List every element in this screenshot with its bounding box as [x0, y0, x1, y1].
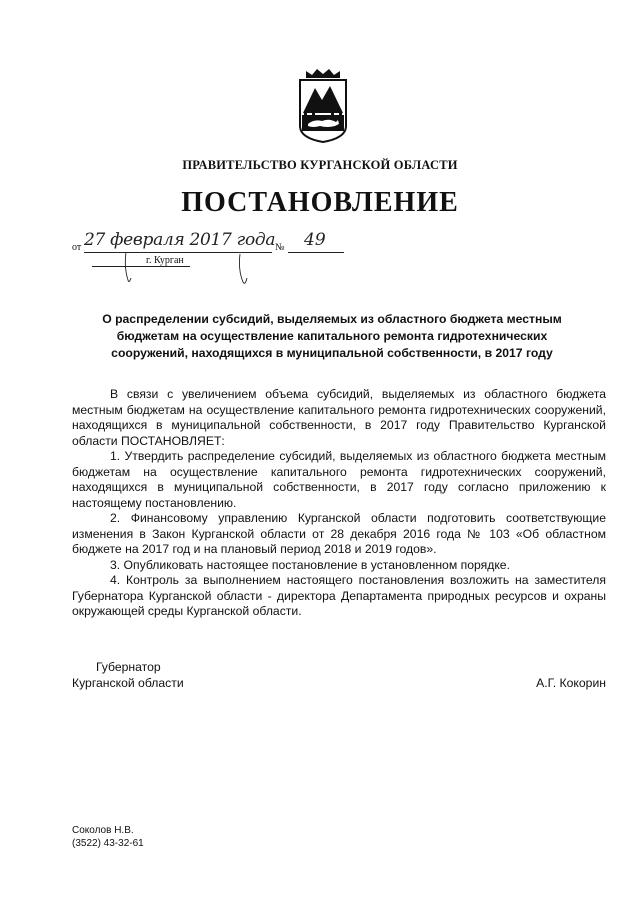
- city-label: г. Курган: [146, 255, 184, 266]
- handwritten-number: 49: [304, 230, 326, 250]
- body-paragraph-3: 3. Опубликовать настоящее постановление в установленном порядке.: [110, 557, 510, 572]
- date-number-line: [72, 232, 352, 282]
- number-underline: [288, 252, 344, 253]
- document-type-title: ПОСТАНОВЛЕНИЕ: [181, 187, 459, 218]
- signer-name: А.Г. Кокорин: [536, 676, 606, 690]
- handwritten-date: 27 февраля 2017 года: [84, 230, 276, 250]
- signer-position: [72, 659, 184, 691]
- body-paragraph-preamble: В связи с увеличением объема субсидий, выделяемых из областного бюджета местным бюджетам на осуществление капитального ремонта гидротехнических сооружений, находящихся в муниципальной собственности, в 2017 году Правительство Курганской области ПОСТАНОВЛЯЕТ:: [72, 387, 606, 448]
- handwriting-flourish: [112, 244, 262, 288]
- date-prefix-label: от: [72, 242, 82, 253]
- contact-phone: (3522) 43-32-61: [72, 838, 144, 849]
- document-body: [72, 387, 606, 620]
- number-label: №: [275, 242, 285, 253]
- contact-info: [72, 824, 144, 850]
- body-paragraph-2: 2. Финансовому управлению Курганской области подготовить соответствующие изменения в Закон Курганской области от 28 декабря 2016 года № 103 «Об областном бюджете на 2017 год и на плановый период 2018 и 2019 годов».: [72, 511, 606, 556]
- body-paragraph-1: 1. Утвердить распределение субсидий, выделяемых из областного бюджета местным бюджетам на осуществление капитального ремонта гидротехнических сооружений, находящихся в муниципальной собственности, в 2017 году согласно приложению к настоящему постановлению.: [72, 449, 606, 510]
- body-paragraph-4: 4. Контроль за выполнением настоящего постановления возложить на заместителя Губернатора Курганской области - директора Департамента природных ресурсов и охраны окружающей среды Курганской области.: [72, 573, 606, 618]
- signer-position-line1: Губернатор: [96, 660, 161, 674]
- document-subject: О распределении субсидий, выделяемых из областного бюджета местным бюджетам на осуществление капитального ремонта гидротехнических сооружений, находящихся в муниципальной собственности, в 2017 году: [102, 312, 562, 360]
- signer-position-line2: Курганской области: [72, 676, 184, 690]
- coat-of-arms-emblem: [298, 68, 348, 144]
- government-title: ПРАВИТЕЛЬСТВО КУРГАНСКОЙ ОБЛАСТИ: [182, 158, 458, 172]
- contact-name: Соколов Н.В.: [72, 825, 134, 836]
